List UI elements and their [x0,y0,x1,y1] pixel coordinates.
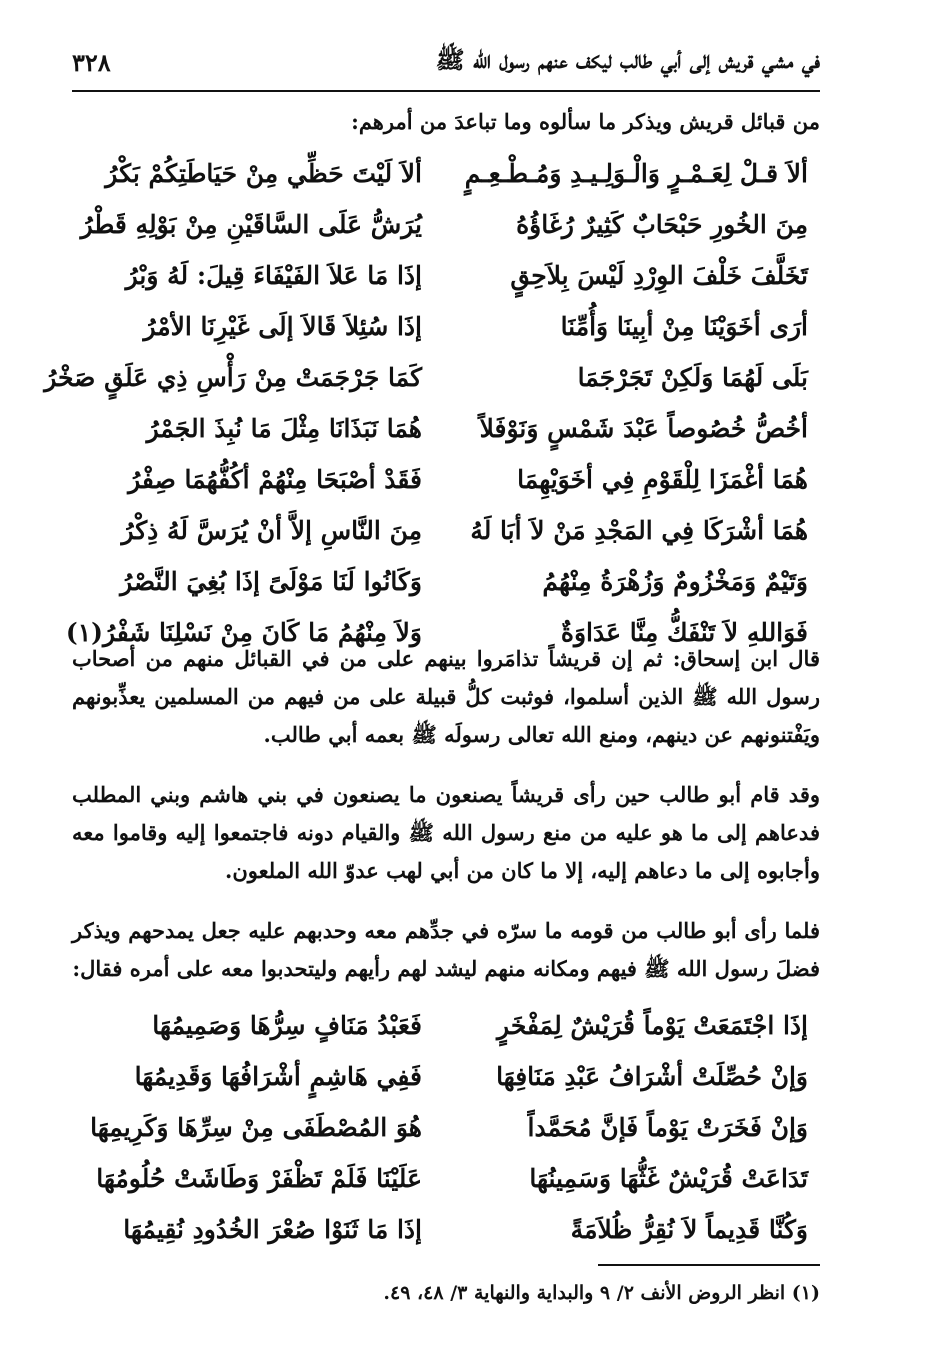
paragraph: قال ابن إسحاق: ثم إن قريشاً تذامَروا بينهم على من في القبائل منهم من أصحاب رسول الله ﷺ الذين أسلموا، فوثبت كلُّ قبيلة على من فيهم من المسلمين يعذِّبونهم ويَفْتنونهم عن دينهم، ومنع الله تعالى رسولَه ﷺ بعمه أبي طالب. [72,646,820,747]
verse-first-hemistich: هُمَا أغْمَزَا لِلْقَوْمِ فِي أخَوَيْهِمَا [517,465,808,494]
verse [72,1000,820,1051]
verse [72,1051,820,1102]
header-divider [72,90,820,92]
verse [72,250,820,301]
footnote-divider [598,1264,820,1266]
verse [72,301,820,352]
chapter-title: في مشي قريش إلى أبي طالب ليكف عنهم رسول الله ﷺ [435,44,820,74]
verse-second-hemistich: إذَا مَا ثَنَوْا صُعْرَ الخُدُودِ نُقِيمُهَا [123,1215,422,1244]
verse [72,148,820,199]
verse-first-hemistich: تَدَاعَتْ قُرَيْشٌ غَثُّهَا وَسَمِينُهَا [529,1164,808,1193]
poem-first [44,148,820,658]
verse-first-hemistich: فَوَاللهِ لاَ تَنْفَكُّ مِنَّا عَدَاوَةٌ [560,618,808,647]
verse [72,1102,820,1153]
verse-first-hemistich: بَلَى لَهُمَا وَلَكِنْ تَجَرْجَمَا [577,363,808,392]
verse-second-hemistich: مِنَ النَّاسِ إلاَّ أنْ يُرَسَّ لَهُ ذِكْرُ [121,516,422,545]
verse-first-hemistich: أرَى أخَوَيْنَا مِنْ أبِينَا وَأُمِّنَا [560,312,808,341]
verse [72,199,820,250]
poem-second [72,1000,820,1255]
verse-first-hemistich: تَخَلَّفَ خَلْفَ الوِرْدِ لَيْسَ بِلاَحِقٍ [510,261,808,290]
verse [72,1204,820,1255]
verse-second-hemistich: عَلَيْنَا فَلَمْ تَظْفَرْ وَطَاشَتْ حُلُومُهَا [96,1164,422,1193]
verse [72,403,820,454]
running-header [72,40,820,84]
verse-second-hemistich: فَقَدْ أصْبَحَا مِنْهُمْ أكُفُّهُمَا صِفْرُ [128,465,422,494]
verse [72,556,820,607]
verse-second-hemistich: ألاَ لَيْتَ حَظِّي مِنْ حَيَاطَتِكُمْ بَكْرُ [105,159,422,188]
verse-second-hemistich: فَفِي هَاشِمٍ أشْرَافُهَا وَقَدِيمُهَا [134,1062,422,1091]
verse-second-hemistich: هُوَ المُصْطَفَى مِنْ سِرِّهَا وَكَرِيمِهَا [90,1113,422,1142]
verse-second-hemistich: كَمَا جَرْجَمَتْ مِنْ رَأْسِ ذِي عَلَقٍ صَخْرُ [44,363,422,392]
verse-second-hemistich: إذَا مَا عَلاَ الفَيْفَاءَ قِيلَ: لَهُ وَبْرُ [125,261,422,290]
paragraph: فلما رأى أبو طالب من قومه ما سرّه في جدِّهم معه وحدبهم عليه جعل يمدحهم ويذكر فضلَ رسول الله ﷺ فيهم ومكانه منهم ليشد لهم رأيهم وليتحدبوا معه على أمره فقال: [72,918,820,981]
verse [72,505,820,556]
page-number: ٣٢٨ [72,47,111,77]
verse-second-hemistich: وَلاَ مِنْهُمُ مَا كَانَ مِنْ نَسْلِنَا شَفْرُ(١) [65,618,422,647]
verse-first-hemistich: إذَا اجْتَمَعَتْ يَوْماً قُرَيْشٌ لِمَفْخَرٍ [497,1011,808,1040]
verse-second-hemistich: وَكَانُوا لَنَا مَوْلَىً إذَا بُغِيَ النَّصْرُ [120,567,422,596]
verse [44,352,820,403]
footnote: (١) انظر الروض الأنف ٢/ ٩ والبداية والنهاية ٣/ ٤٨، ٤٩. [383,1282,820,1304]
verse-first-hemistich: هُمَا أشْرَكَا فِي المَجْدِ مَنْ لاَ أبَا لَهُ [470,516,808,545]
verse-second-hemistich: فَعَبْدُ مَنَافٍ سِرُّهَا وَصَمِيمُهَا [152,1011,422,1040]
intro-line: من قبائل قريش ويذكر ما سألوه وما تباعدَ من أمرهم: [351,109,820,134]
verse-second-hemistich: هُمَا نَبَذَانَا مِثْلَ مَا نُبِذَ الجَمْرُ [146,414,422,443]
verse-second-hemistich: يُرَشُّ عَلَى السَّاقَيْنِ مِنْ بَوْلِهِ قَطْرُ [80,210,422,239]
paragraph: وقد قام أبو طالب حين رأى قريشاً يصنعون ما يصنعون في بني هاشم وبني المطلب فدعاهم إلى ما هو عليه من منع رسول الله ﷺ والقيام دونه فاجتمعوا إليه وقاموا معه وأجابوه إلى ما دعاهم إليه، إلا ما كان من أبي لهب عدوّ الله الملعون. [72,782,820,883]
verse [72,454,820,505]
verse [72,1153,820,1204]
verse-second-hemistich: إذَا سُئِلاَ قَالاَ إلَى غَيْرِنَا الأمْرُ [143,312,422,341]
verse-first-hemistich: وَإنْ حُصِّلَتْ أشْرَافُ عَبْدِ مَنَافِهَا [496,1062,808,1091]
verse-first-hemistich: وَكُنَّا قَدِيماً لاَ نُقِرُّ ظُلاَمَةً [570,1215,808,1244]
verse-first-hemistich: مِنَ الخُورِ حَبْحَابٌ كَثِيرٌ رُغَاؤُهُ [516,210,808,239]
verse-first-hemistich: ألاَ قـلْ لِعَـمْـرٍ وَالْـوَلِـيـدِ وَمُـطْـعِـمٍ [464,159,808,188]
verse-first-hemistich: أخُصُّ خُصُوصاً عَبْدَ شَمْسٍ وَنَوْفَلاً [479,414,808,443]
verse-first-hemistich: وَإنْ فَخَرَتْ يَوْماً فَإنَّ مُحَمَّداً [527,1113,808,1142]
verse-first-hemistich: وَتَيْمٌ وَمَخْزُومٌ وَزُهْرَةُ مِنْهُمُ [542,567,808,596]
